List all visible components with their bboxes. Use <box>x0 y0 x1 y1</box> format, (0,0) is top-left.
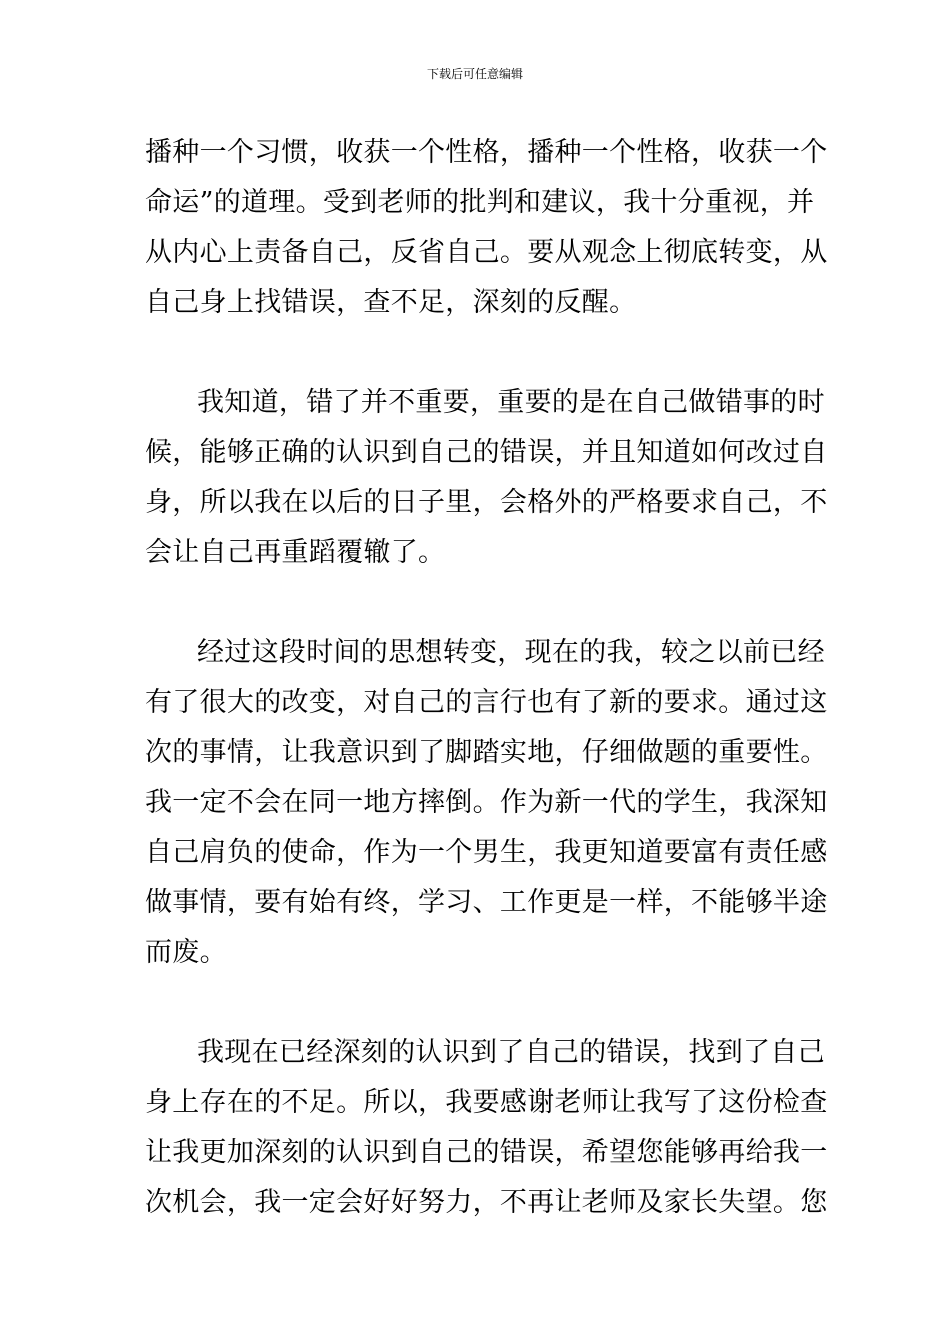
text-line: 有了很大的改变，对自己的言行也有了新的要求。通过这 <box>145 687 828 718</box>
paragraph-3 <box>145 628 828 978</box>
text-line: 次机会，我一定会好好努力，不再让老师及家长失望。您 <box>145 1187 828 1218</box>
document-body <box>145 128 828 1228</box>
text-line: 我现在已经深刻的认识到了自己的错误，找到了自己 <box>197 1037 825 1068</box>
paragraph-spacer <box>145 328 807 378</box>
paragraph-4 <box>145 1028 828 1228</box>
text-line: 从内心上责备自己，反省自己。要从观念上彻底转变，从 <box>145 237 828 268</box>
text-line: 自己身上找错误，查不足，深刻的反醒。 <box>145 287 637 318</box>
text-line: 播种一个习惯，收获一个性格，播种一个性格，收获一个 <box>145 137 828 168</box>
text-line: 而废。 <box>145 937 227 968</box>
text-line: 身上存在的不足。所以，我要感谢老师让我写了这份检查 <box>145 1087 828 1118</box>
paragraph-spacer <box>145 578 807 628</box>
paragraph-1 <box>145 128 828 328</box>
text-line: 次的事情，让我意识到了脚踏实地，仔细做题的重要性。 <box>145 737 828 768</box>
paragraph-2 <box>145 378 828 578</box>
text-line: 候，能够正确的认识到自己的错误，并且知道如何改过自 <box>145 437 828 468</box>
text-line: 我知道，错了并不重要，重要的是在自己做错事的时 <box>197 387 825 418</box>
page-header: 下载后可任意编辑 <box>426 67 523 81</box>
text-line: 我一定不会在同一地方摔倒。作为新一代的学生，我深知 <box>145 787 828 818</box>
text-line: 命运”的道理。受到老师的批判和建议，我十分重视，并 <box>145 187 815 218</box>
text-line: 会让自己再重蹈覆辙了。 <box>145 537 446 568</box>
text-line: 做事情，要有始有终，学习、工作更是一样，不能够半途 <box>145 887 828 918</box>
text-line: 自己肩负的使命，作为一个男生，我更知道要富有责任感 <box>145 837 828 868</box>
text-line: 经过这段时间的思想转变，现在的我，较之以前已经 <box>197 637 825 668</box>
paragraph-spacer <box>145 978 807 1028</box>
text-line: 让我更加深刻的认识到自己的错误，希望您能够再给我一 <box>145 1137 828 1168</box>
text-line: 身，所以我在以后的日子里，会格外的严格要求自己，不 <box>145 487 828 518</box>
